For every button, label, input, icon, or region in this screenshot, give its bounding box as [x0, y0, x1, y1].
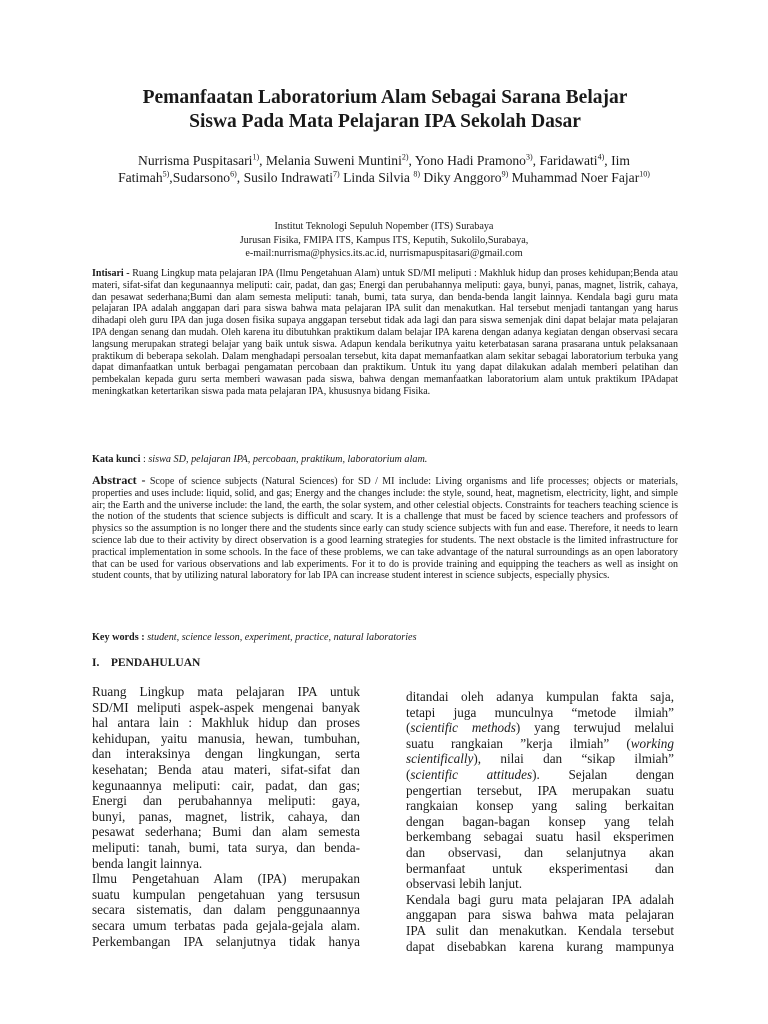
author-name: Diky Anggoro: [420, 170, 502, 185]
text-line: pengertian tersebut, IPA merupakan suatu: [406, 782, 674, 798]
section-title: PENDAHULUAN: [110, 657, 201, 669]
text-line: dan observasi, dan selanjutnya akan: [406, 844, 674, 860]
text-line: benda langit lainnya.: [92, 855, 203, 871]
column-right: [406, 689, 674, 954]
text-line: bunyi, panas, magnet, listrik, cahaya, dan: [92, 808, 360, 824]
keywords-text: student, science lesson, experiment, practice, natural laboratories: [144, 632, 417, 643]
text-line: pesawat sederhana; Bumi dan alam semesta: [92, 824, 360, 840]
kata-kunci-block: [92, 454, 678, 466]
text-span: (: [406, 720, 411, 736]
affiliation-institute: Institut Teknologi Sepuluh Nopember (ITS) Surabaya: [274, 221, 494, 232]
text-line: kegunaannya meliputi: cair, padat, dan gas;: [92, 777, 360, 793]
intisari-block: [92, 268, 678, 398]
column-left: [92, 684, 360, 949]
author-name: Muhammad Noer Fajar: [508, 170, 640, 185]
text-span: ) yang terwujud melalui: [515, 720, 674, 736]
text-line: hal antara lain : Makhluk hidup dan proses: [92, 715, 360, 731]
keywords-block: [92, 632, 678, 644]
author-index: 8): [413, 169, 421, 179]
kata-kunci-label: Kata kunci: [92, 454, 141, 465]
text-span: ). Sejalan dengan: [532, 766, 674, 782]
text-line: IPA sulit dan menakutkan. Kendala tersebut: [406, 922, 674, 938]
text-line: dan interaksinya dengan lingkungan, serta: [92, 746, 360, 762]
kata-kunci-separator: :: [140, 454, 149, 465]
author-name: , Susilo Indrawati: [236, 170, 334, 185]
italic-term: working: [630, 735, 674, 751]
text-line: ditandai oleh adanya kumpulan fakta saja,: [406, 689, 674, 704]
text-line: Ruang Lingkup mata pelajaran IPA untuk: [92, 684, 360, 699]
author-name: , Yono Hadi Pramono: [408, 153, 526, 168]
paragraph: [92, 871, 360, 949]
abstract-label: Abstract -: [92, 473, 146, 487]
author-index: 10): [639, 169, 650, 179]
author-name: , Melania Suweni Muntini: [259, 153, 402, 168]
text-line: dapat disebabkan karena kurang mampunya: [406, 938, 674, 954]
author-name: , Faridawati: [532, 153, 598, 168]
text-line: [406, 720, 674, 736]
text-span: suatu rangkaian ”kerja ilmiah” (: [406, 735, 631, 751]
paper-title: [80, 86, 690, 134]
section-number: I.: [92, 657, 100, 669]
text-line: SD/MI meliputi aspek-aspek mengenai banyak: [92, 699, 360, 715]
affiliation: [140, 220, 628, 261]
intisari-label: Intisari -: [92, 268, 130, 279]
text-line: Perkembangan IPA selanjutnya tidak hanya: [92, 933, 360, 949]
author-list: [95, 152, 673, 186]
author-name: ,Sudarsono: [169, 170, 231, 185]
title-line-2: Siswa Pada Mata Pelajaran IPA Sekolah Dasar: [189, 111, 581, 132]
author-index: 4): [597, 152, 605, 162]
paragraph: [406, 689, 674, 892]
abstract-block: [92, 475, 678, 582]
author-index: 3): [525, 152, 533, 162]
text-span: (: [406, 766, 411, 782]
intisari-text: Ruang Lingkup mata pelajaran IPA (Ilmu Pengetahuan Alam) untuk SD/MI meliputi : Makhluk hidup dan proses kehidupan;Benda atau materi, sifat-sifat dan kegunaannya meliputi: cair, padat, dan gas; Energi dan perubahannya meliputi: gaya, bunyi, panas, magnet, listrik, cahaya, dan pesawat sederhana;Bumi dan alam semesta meliputi: tanah, bumi, tata surya, dan benda-benda langit lainnya. Kendala bagi guru mata pelajaran IPA adalah anggapan dari para siswa bahwa mata pelajaran IPA sulit dan menakutkan. Hal tersebut menjadi tantangan yang harus dihadapi oleh guru IPA dan juga dosen fisika supaya anggapan tersebut tidak ada lagi dan para siswa semenjak dini dapat belajar mata pelajaran IPA dengan senang dan mudah. Oleh karena itu dibutuhkan praktikum dalam belajar IPA karena dengan adanya kegiatan dengan observasi secara langsung merupakan strategi belajar yang baik untuk siswa. Adapun kendala berikutnya yaitu keterbatasan sarana prasarana untuk pelaksanaan praktikum di beberapa sekolah. Dalam menghadapi persoalan tersebut, kita dapat memanfaatkan alam sekitar sebagai laboratorium terbuka yang dapat dimanfaatkan untuk berbagai pengamatan percobaan dan praktikum. Untuk itu yang dapat dilakukan adalah memberi pelatihan dan pembekalan kepada guru serta memberi wawasan pada siswa, bahwa dengan memanfaatkan laboratorium alam untuk praktikum IPAdapat meningkatkan ketertarikan siswa pada mata pelajaran IPA, khususnya bidang Fisika.: [92, 268, 679, 397]
abstract-text: Scope of science subjects (Natural Sciences) for SD / MI include: Living organisms and life processes; objects or materials, properties and uses include: liquid, solid, and gas; Energy and the changes include: the style, sound, heat, magnetism, electricity, light, and simple air; the Earth and the universe include: the land, the earth, the solar system, and other celestial objects. Constraints for teachers teaching science is the notion of the students that science subjects is difficult and scary. It is a challenge that must be faced by science teachers and professors of physics so the assumption is no longer there and the students since early can study science subjects with fun and ease. Therefore, it needs to learn science lab due to their activity by direct observation is a good learning strategies for students. The next obstacle is the limited infrastructure for practical implementation in some schools. In the face of these problems, we can take advantage of the natural surroundings as an open laboratory that can be used for various observations and lab experiments. For it to do is provide training and equipping the teachers as well as insight on student counts, that by utilizing natural laboratory for lab IPA can increase student interest in science subjects, especially physics.: [92, 476, 678, 582]
paragraph: [406, 892, 674, 954]
author-index: 6): [230, 169, 237, 179]
keywords-label: Key words :: [92, 632, 145, 643]
text-line: anggapan para siswa bahwa mata pelajaran: [406, 907, 674, 923]
kata-kunci-text: siswa SD, pelajaran IPA, percobaan, praktikum, laboratorium alam.: [148, 454, 428, 465]
text-line: meliputi: tanah, bumi, tata surya, dan benda-: [92, 839, 360, 855]
text-line: Ilmu Pengetahuan Alam (IPA) merupakan: [92, 871, 360, 887]
text-line: Kendala bagi guru mata pelajaran IPA adalah: [406, 891, 674, 907]
text-line: rangkaian konsep yang saling berkaitan: [406, 798, 674, 814]
text-line: Energi dan perubahannya meliputi: gaya,: [92, 793, 360, 809]
text-line: dengan bagan-bagan konsep yang telah: [406, 813, 674, 829]
author-index: 5): [162, 169, 170, 179]
text-line: secara umum terbatas pada gejala-gejala alam.: [92, 917, 360, 933]
author-index: 7): [333, 169, 340, 179]
text-line: kesehatan; Benda atau materi, sifat-sifat dan: [92, 761, 360, 777]
affiliation-email[interactable]: e-mail:nurrisma@physics.its.ac.id, nurrismapuspitasari@gmail.com: [245, 248, 523, 259]
author-index: 9): [501, 169, 509, 179]
paragraph: [92, 684, 360, 871]
author-name: Nurrisma Puspitasari: [138, 153, 253, 168]
text-line: berkembang sebagai suatu hasil eksperimen: [406, 829, 674, 845]
text-line: [406, 751, 674, 767]
text-line: secara sistematis, dan dalam penggunaannya: [92, 902, 360, 918]
affiliation-department: Jurusan Fisika, FMIPA ITS, Kampus ITS, Keputih, Sukolilo,Surabaya,: [239, 234, 529, 246]
text-line: kehidupan, yaitu manusia, hewan, tumbuhan,: [92, 730, 360, 746]
text-line: [406, 767, 674, 783]
text-line: [406, 736, 674, 752]
text-line: tetapi juga munculnya “metode ilmiah”: [406, 704, 674, 720]
text-span: ), nilai dan “sikap ilmiah”: [473, 751, 674, 767]
italic-term: scientific methods: [410, 720, 516, 736]
author-name: Linda Silvia: [339, 170, 414, 185]
italic-term: scientific attitudes: [410, 766, 533, 782]
author-index: 2): [401, 152, 409, 162]
author-index: 1): [252, 152, 260, 162]
text-line: observasi lebih lanjut.: [406, 876, 523, 892]
text-line: bermanfaat untuk eksperimentasi dan: [406, 860, 674, 876]
author-name: , Iim Fatimah: [118, 153, 630, 185]
section-heading: [92, 657, 200, 669]
title-line-1: Pemanfaatan Laboratorium Alam Sebagai Sarana Belajar: [142, 87, 628, 108]
italic-term: scientifically: [406, 751, 474, 767]
text-line: suatu kumpulan pengetahuan yang tersusun: [92, 886, 360, 902]
